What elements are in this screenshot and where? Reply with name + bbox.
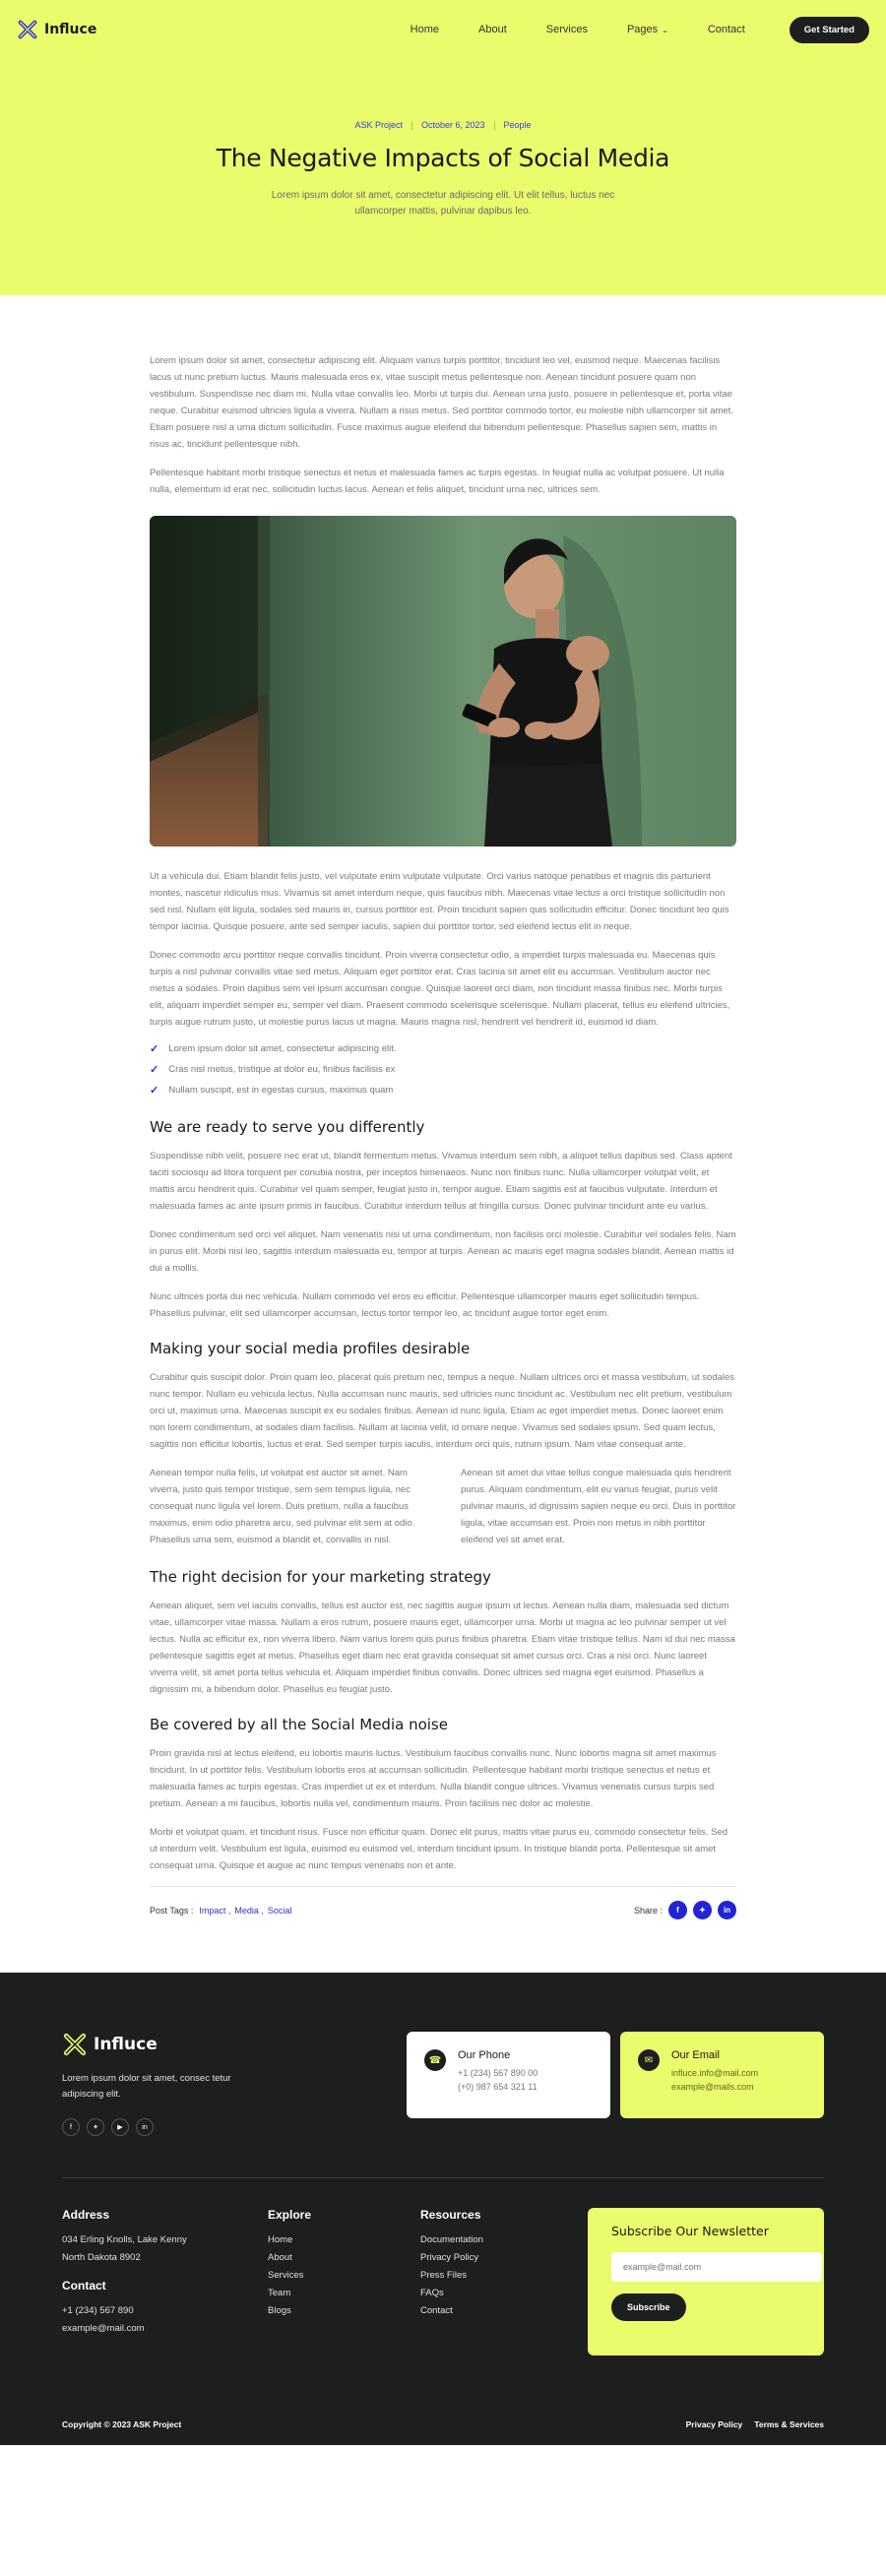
footer-link-faqs[interactable]: FAQs	[420, 2288, 444, 2298]
nav-about[interactable]: About	[478, 24, 507, 35]
logo-text: Influce	[94, 2035, 158, 2054]
footer-description: Lorem ipsum dolor sit amet, consec tetur adipiscing elit.	[62, 2073, 231, 2100]
footer-link-services[interactable]: Services	[268, 2270, 304, 2281]
footer-logo[interactable]	[62, 2032, 249, 2057]
footer-link-documentation[interactable]: Documentation	[420, 2234, 483, 2245]
footer-link-contact[interactable]: Contact	[420, 2305, 453, 2316]
check-icon: ✓	[150, 1043, 159, 1055]
main-menu	[391, 24, 765, 35]
body-paragraph: Morbi et volutpat quam, et tincidunt risus. Fusce non efficitur quam. Donec elit purus, mattis vitae purus eu, commodo consectetur felis. Sed ut interdum velit. Vestibulum est ligula, euismod eu euismod vel, interdum tincidunt ipsum. In tristique blandit porta. Pellentesque sit amet consequat urna. Quisque et augue ac nunc tempus venenatis non et ante.	[150, 1827, 728, 1871]
share-group	[634, 1901, 736, 1919]
copyright-text: Copyright © 2023 ASK Project	[62, 2419, 182, 2429]
contact-email[interactable]: example@mail.com	[62, 2323, 145, 2334]
nav-contact[interactable]: Contact	[707, 24, 745, 35]
body-paragraph: Suspendisse nibh velit, posuere nec erat ut, blandit fermentum metus. Vivamus interdum sem nibh, a aliquet tellus dapibus sed. Class aptent taciti sociosqu ad litora torquent per conubia nostra, per inceptos himenaeos. Nunc non finibus nunc. Nulla ullamcorper volutpat velit, et mattis arcu hendrerit quis. Curabitur vel quam semper, feugiat justo in, tempor augue. Etiam sagittis est at faucibus vulputate. Interdum et malesuada fames ac ante ipsum primis in faucibus. Curabitur interdum tellus at fringilla cursus. Donec pulvinar tincidunt ante eu varius.	[150, 1151, 732, 1212]
get-started-button[interactable]: Get Started	[790, 17, 869, 43]
newsletter-heading: Subscribe Our Newsletter	[611, 2224, 769, 2238]
intro-paragraph: Pellentesque habitant morbi tristique senectus et netus et malesuada fames ac turpis egestas. In feugiat nulla ac volutpat posuere. Ut nulla nulla, elementum id erat nec, sollicitudin luctus lacus. Aenean et felis aliquet, tincidunt urna nec, ultrices sem.	[150, 468, 725, 495]
check-icon: ✓	[150, 1085, 159, 1097]
section-heading: Be covered by all the Social Media noise	[150, 1716, 448, 1733]
section-heading: Making your social media profiles desirable	[150, 1340, 471, 1357]
checklist	[150, 1042, 736, 1097]
address-line: North Dakota 8902	[62, 2252, 141, 2263]
contact-cards	[407, 2032, 824, 2136]
left-column-paragraph: Aenean tempor nulla felis, ut volutpat est auctor sit amet. Nam viverra, justo quis tempor tristique, sem sem tempus ligula, nec consequat nunc ligula vel lorem. Duis pretium, nulla a faucibus maximus, enim odio pharetra arcu, sed pulvinar elit sem at odio. Phasellus urna sem, euismod a blandit et, convallis in nisl.	[150, 1468, 415, 1545]
footer-top	[62, 1973, 824, 2136]
tag-media[interactable]: Media ,	[234, 1905, 264, 1916]
mail-icon: ✉	[638, 2049, 660, 2071]
meta-divider	[494, 121, 495, 130]
logo-text: Influce	[44, 22, 97, 37]
post-project[interactable]: ASK Project	[354, 120, 403, 130]
checklist-item	[150, 1042, 736, 1055]
section-heading: The right decision for your marketing strategy	[150, 1568, 491, 1586]
twitter-icon[interactable]: ✦	[87, 2118, 104, 2136]
body-paragraph: Curabitur quis suscipit dolor. Proin quam leo, placerat quis pretium nec, tempus a neque. Nullam ultrices orci et massa vestibulum, ut sodales nunc tempor. Nullam eu vehicula lectus. Nulla accumsan nunc mauris, sed ultricies nunc tincidunt ac. Vestibulum nec elit pretium, vestibulum orci ut, maximus urna. Maecenas suscipit ex eu sodales finibus. Aenean id nunc ligula. Etiam ac eget imperdiet metus. Donec laoreet enim non lorem condimentum, at sodales diam facilisis. Nullam at lacinia velit, id ornare neque. Vivamus sed sodales ipsum. Sed quam lectus, sagittis non efficitur lobortis, luctus et erat. Sed semper turpis iaculis, interdum orci quis, rutrum ipsum. Nam vitae consequat ante.	[150, 1372, 735, 1450]
body-paragraph: Ut a vehicula dui. Etiam blandit felis justo, vel vulputate enim vulputate vulputate. Orci varius natoque penatibus et magnis dis parturient montes, nascetur ridiculus mus. Vivamus sit amet interdum neque, quis faucibus nibh. Maecenas vitae lectus a orci tristique sollicitudin non sed nisl. Nullam elit ligula, sodales sed mauris in, cursus porttitor est. Proin tincidunt sapien quis sollicitudin efficitur. Donec tincidunt leo quis tempor lacinia. Quisque posuere, ante sed semper iaculis, sapien dui porttitor tortor, sed eleifend lectus elit in neque.	[150, 871, 729, 932]
explore-heading: Explore	[268, 2208, 312, 2222]
youtube-icon[interactable]: ▶	[111, 2118, 129, 2136]
body-paragraph: Aenean aliquet, sem vel iaculis convallis, tellus est auctor est, nec sagittis augue ipsum ut lectus. Aenean nulla diam, malesuada sed dictum vitae, ullamcorper vitae massa. Nullam a eros rutrum, posuere mauris eget, ullamcorper urna. Morbi ut magna ac leo pulvinar semper ut vel lectus. Nulla ac efficitur ex, non viverra libero. Nam varius lorem quis purus finibus pharetra. Etiam vitae tristique tellus. Nam id dui nec massa pellentesque sagittis eget at metus. Phasellus eget diam nec erat gravida consequat sit amet cursus orci. Cras a nisi orci. Nunc laoreet viverra velit, sit amet porta tellus vehicula et. Aliquam imperdiet finibus convallis. Donec ultrices sed magna eget euismod. Phasellus a dignissim mi, a bibendum dolor. Phasellus eu feugiat justo.	[150, 1601, 735, 1695]
post-tags-label: Post Tags :	[150, 1905, 194, 1916]
footer-bottom-bar	[62, 2419, 824, 2429]
footer-link-home[interactable]: Home	[268, 2234, 293, 2245]
resources-heading: Resources	[420, 2208, 481, 2222]
post-category[interactable]: People	[503, 120, 532, 130]
tag-social[interactable]: Social	[267, 1905, 292, 1916]
terms-link[interactable]: Terms & Services	[754, 2419, 824, 2429]
body-paragraph: Donec condimentum sed orci vel aliquet. Nam venenatis nisi ut urna condimentum, non facilisis orci molestie. Curabitur vel sodales felis. Nam in purus elit. Morbi nisi leo, sagittis interdum malesuada eu, tempor at turpis. Aenean ac mauris eget magna sodales blandit. Aenean mattis id dui a mollis.	[150, 1229, 736, 1274]
nav-services[interactable]: Services	[545, 24, 588, 35]
footer-link-privacy[interactable]: Privacy Policy	[420, 2252, 479, 2263]
contact-heading: Contact	[62, 2279, 106, 2293]
hero-section	[0, 0, 886, 295]
privacy-policy-link[interactable]: Privacy Policy	[685, 2419, 743, 2429]
check-icon: ✓	[150, 1064, 159, 1076]
body-paragraph: Donec commodo arcu porttitor neque convallis tincidunt. Proin viverra consectetur odio, a imperdiet turpis malesuada eu. Maecenas quis turpis a nisl pulvinar convallis vitae sed metus. Aliquam eget porttitor erat. Cras lacinia sit amet elit eu accumsan. Vestibulum auctor nec metus a sodales. Proin dapibus sem vel ipsum accumsan congue. Quisque laoreet orci diam, non tincidunt massa finibus nec. Morbi turpis elit, aliquam imperdiet semper eu, semper vel diam. Praesent commodo scelerisque scelerisque. Nullam placerat, tellus eu eleifend ultricies, turpis augue rutrum justo, ut molestie purus lacus ut magna. Mauris magna nisl, hendrerit vel hendrerit id, euismod id diam.	[150, 950, 730, 1028]
article-body	[150, 295, 736, 1919]
share-label: Share :	[633, 1905, 663, 1916]
footer-columns	[62, 2178, 824, 2356]
footer-link-about[interactable]: About	[268, 2252, 292, 2263]
body-paragraph: Proin gravida nisl at lectus eleifend, eu lobortis mauris luctus. Vestibulum faucibus convallis nunc. Nunc lobortis magna sit amet maximus tincidunt. In ut porttitor felis. Vestibulum lobortis eros at accumsan sollicitudin. Pellentesque habitant morbi tristique senectus et netus et malesuada fames ac turpis egestas. Cras imperdiet ut ex et interdum. Nulla blandit congue ultrices. Vivamus venenatis cursus turpis sed pretium. Aenean a mi faucibus, lobortis nulla vel, condimentum mauris. Proin facilisis nec dolor ac molestie.	[150, 1748, 717, 1809]
post-tags-share-row	[150, 1886, 736, 1919]
footer-link-press[interactable]: Press Files	[420, 2270, 467, 2281]
twitter-icon[interactable]: ✦	[693, 1901, 712, 1919]
article-image	[150, 516, 736, 847]
phone-card	[407, 2032, 610, 2118]
subscribe-button[interactable]: Subscribe	[611, 2293, 686, 2321]
email-card	[620, 2032, 824, 2118]
phone-number[interactable]: +1 (234) 567 890 00	[458, 2068, 538, 2078]
two-column-text	[150, 1465, 736, 1548]
newsletter-email-input[interactable]	[611, 2252, 822, 2282]
logo-icon	[62, 2032, 88, 2057]
linkedin-icon[interactable]: in	[718, 1901, 736, 1919]
logo-icon	[17, 19, 38, 40]
contact-phone[interactable]: +1 (234) 567 890	[62, 2305, 134, 2316]
footer-brand	[62, 2032, 249, 2136]
email-card-title: Our Email	[671, 2049, 720, 2061]
nav-pages[interactable]	[607, 24, 688, 35]
post-date: October 6, 2023	[420, 120, 485, 130]
footer-link-team[interactable]: Team	[268, 2288, 291, 2298]
footer-link-blogs[interactable]: Blogs	[268, 2305, 291, 2316]
newsletter-box	[588, 2208, 824, 2356]
site-footer	[0, 1973, 886, 2445]
checklist-text: Cras nisl metus, tristique at dolor eu, finibus facilisis ex	[168, 1064, 396, 1075]
phone-icon: ☎	[424, 2049, 446, 2071]
linkedin-icon[interactable]: in	[136, 2118, 154, 2136]
legal-links	[686, 2419, 824, 2429]
address-heading: Address	[62, 2208, 110, 2222]
post-title: The Negative Impacts of Social Media	[216, 144, 670, 173]
intro-paragraph: Lorem ipsum dolor sit amet, consectetur adipiscing elit. Aliquam varius turpis porttitor, tincidunt leo vel, euismod neque. Maecenas facilisis lacus ut nunc pretium luctus. Mauris malesuada eros ex, vitae suscipit metus pellentesque non. Aenean tincidunt posuere quam non vestibulum. Suspendisse nec diam mi. Nulla vitae convallis leo. Morbi ut turpis dui. Aenean urna justo, posuere in pellentesque et, porta vitae neque. Curabitur euismod ultricies ligula a viverra. Nullam a risus metus. Sed porttitor commodo tortor, eu molestie nibh ullamcorper sit amet. Etiam posuere nisl a urna dictum sollicitudin. Fusce maximus augue eleifend dui bibendum pellentesque. Phasellus sapien sem, mattis in risus ac, tincidunt pellentesque nibh.	[150, 355, 733, 450]
checklist-item	[150, 1084, 736, 1097]
phone-number[interactable]: (+0) 987 654 321 11	[458, 2082, 538, 2092]
email-address[interactable]: example@mails.com	[671, 2082, 754, 2092]
checklist-item	[150, 1063, 736, 1076]
woman-with-phone-image	[150, 516, 736, 847]
footer-explore-column	[268, 2208, 420, 2356]
checklist-text: Lorem ipsum dolor sit amet, consectetur adipiscing elit.	[168, 1043, 397, 1054]
post-subtitle: Lorem ipsum dolor sit amet, consectetur adipiscing elit. Ut elit tellus, luctus nec ullamcorper mattis, pulvinar dapibus leo.	[271, 190, 615, 218]
tag-impact[interactable]: Impact ,	[199, 1905, 231, 1916]
nav-home[interactable]: Home	[410, 24, 440, 35]
address-line: 034 Erling Knolls, Lake Kenny	[62, 2234, 187, 2245]
right-column-paragraph: Aenean sit amet dui vitae tellus congue malesuada quis hendrerit purus. Aliquam condimentum, elit eu varius feugiat, purus velit pulvinar mauris, id dignissim sapien neque eu orci. Duis in porttitor ligula, vitae accumsan est. Proin non metus in nibh porttitor eleifend vel sit amet erat.	[461, 1468, 736, 1545]
chevron-down-icon: ⌄	[662, 25, 668, 34]
meta-divider	[411, 121, 412, 130]
section-heading: We are ready to serve you differently	[150, 1118, 425, 1136]
email-address[interactable]: influce.info@mail.com	[671, 2068, 759, 2078]
checklist-text: Nullam suscipit, est in egestas cursus, maximus quam	[168, 1085, 394, 1096]
site-logo[interactable]	[17, 19, 96, 40]
body-paragraph: Nunc ultrices porta dui nec vehicula. Nullam commodo vel eros eu efficitur. Pellentesque ullamcorper mauris eget sollicitudin tempus. Phasellus pulvinar, elit sed ullamcorper accumsan, lectus tortor tempor leo, ac tincidunt augue tortor eget enim.	[150, 1291, 700, 1319]
phone-card-title: Our Phone	[458, 2049, 511, 2061]
footer-socials	[62, 2118, 249, 2136]
footer-resources-column	[420, 2208, 564, 2356]
post-meta	[0, 120, 886, 130]
top-navbar	[0, 0, 886, 59]
nav-pages-label: Pages	[626, 24, 659, 35]
facebook-icon[interactable]: f	[62, 2118, 80, 2136]
footer-address-column	[62, 2208, 268, 2356]
facebook-icon[interactable]: f	[668, 1901, 687, 1919]
